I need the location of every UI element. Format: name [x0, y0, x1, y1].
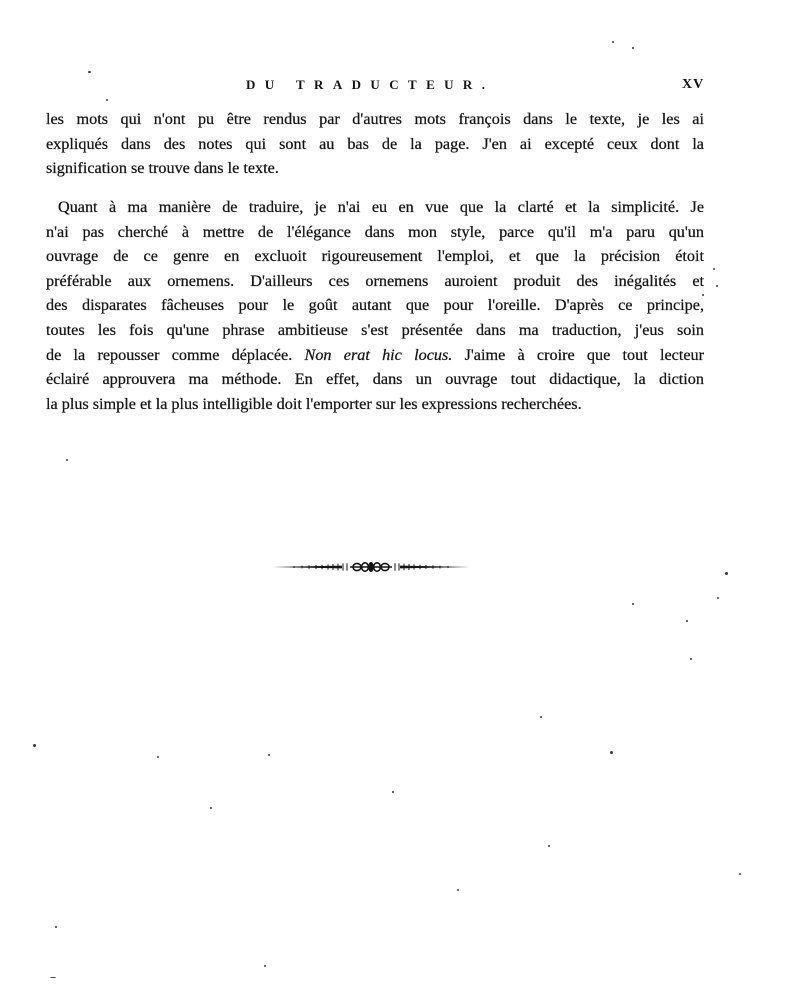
- paper-speck: [268, 754, 270, 756]
- latin-quotation: Non erat hic locus.: [304, 345, 453, 364]
- text-line: les mots qui n'ont pu être rendus par d'autres mots françois dans le texte, je les ai: [46, 110, 704, 128]
- text-run: J'aime à croire que tout lecteur: [452, 345, 704, 364]
- paper-speck: [713, 268, 715, 270]
- running-head: [0, 77, 791, 99]
- page-number: XV: [682, 77, 705, 92]
- text-line: toutes les fois qu'une phrase ambitieuse s'est présentée dans ma traduction, j'eus soin: [46, 320, 704, 339]
- text-line: la plus simple et la plus intelligible doit l'emporter sur les expressions recherchées.: [46, 394, 582, 413]
- paper-speck: [210, 807, 212, 809]
- text-line: ouvrage de ce genre en excluoit rigoureusement l'emploi, et que la précision étoit: [46, 247, 704, 266]
- text-line: préférable aux ornemens. D'ailleurs ces ornemens auroient produit des inégalités et: [46, 271, 704, 290]
- text-line: des disparates fâcheuses pour le goût autant que pour l'oreille. D'après ce principe,: [46, 296, 704, 315]
- paper-speck: [686, 620, 688, 622]
- paper-speck: [632, 47, 634, 49]
- paper-speck: [157, 756, 159, 758]
- paper-speck: [264, 965, 266, 967]
- paragraph-2: [46, 195, 704, 416]
- text-line: expliqués dans des notes qui sont au bas de la page. J'en ai excepté ceux dont la: [46, 134, 704, 153]
- paper-speck: [392, 791, 394, 793]
- paper-speck: [66, 459, 68, 461]
- paragraph-1: [46, 107, 704, 181]
- paper-speck: [716, 285, 718, 287]
- paper-speck: [739, 873, 741, 875]
- paper-speck: [717, 597, 719, 599]
- paper-speck: [702, 294, 704, 296]
- paper-speck: [610, 751, 613, 754]
- text-line-with-italic: [46, 343, 704, 368]
- paper-speck: [690, 658, 692, 660]
- paper-speck: [548, 845, 550, 847]
- text-line: n'ai pas cherché à mettre de l'élégance dans mon style, parce qu'il m'a paru qu'un: [46, 222, 704, 241]
- paper-speck: [33, 744, 36, 747]
- ornament-divider-icon: [272, 560, 470, 574]
- paper-speck: [55, 926, 57, 928]
- paper-speck: [50, 977, 56, 978]
- text-line: éclairé approuvera ma méthode. En effet, dans un ouvrage tout didactique, la diction: [46, 370, 704, 389]
- paper-speck: [632, 603, 634, 605]
- paper-speck: [540, 716, 542, 718]
- text-run: de la repousser comme déplacée.: [46, 345, 305, 364]
- paper-speck: [88, 71, 91, 73]
- paper-speck: [457, 889, 459, 891]
- running-title: DU TRADUCTEUR.: [246, 77, 495, 92]
- text-line: signification se trouve dans le texte.: [46, 159, 279, 178]
- paper-speck: [725, 572, 728, 575]
- text-line: Quant à ma manière de traduire, je n'ai eu en vue que la clarté et la simplicité. Je: [58, 198, 704, 216]
- paper-speck: [106, 99, 108, 101]
- paper-speck: [612, 41, 614, 43]
